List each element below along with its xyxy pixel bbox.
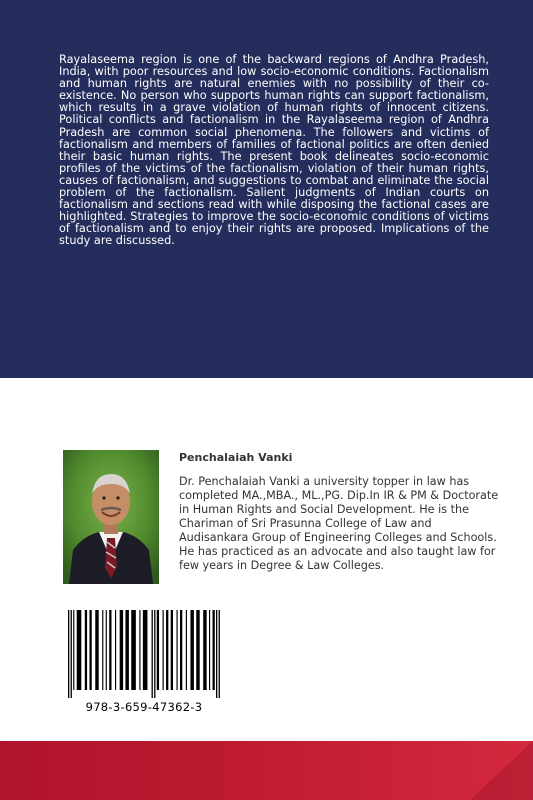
bottom-color-band bbox=[0, 741, 533, 800]
book-description: Rayalaseema region is one of the backward regions of Andhra Pradesh, India, with poor resources and low socio-economic conditions. Factionalism and human rights are natural enemies with no possibility of their co-existence. No person who supports human rights can support factionalism, which results in a grave violation of human rights of innocent citizens. Political conflicts and factionalism in the Rayalaseema region of Andhra Pradesh are common social phenomena. The followers and victims of factionalism and members of families of factional politics are often denied their basic human rights. The present book delineates socio-economic profiles of the victims of the factionalism, violation of their human rights, causes of factionalism, and suggestions to combat and eliminate the social problem of the factionalism. Salient judgments of Indian courts on factionalism and sections read with while disposing the factional cases are highlighted. Strategies to improve the socio-economic conditions of victims of factionalism and to enjoy their rights are proposed. Implications of the study are discussed. bbox=[59, 53, 489, 248]
author-name: Penchalaiah Vanki bbox=[179, 451, 293, 464]
isbn-number: 978-3-659-47362-3 bbox=[85, 700, 203, 714]
author-bio: Dr. Penchalaiah Vanki a university topper in law has completed MA.,MBA., ML.,PG. Dip.In IR & PM & Doctorate in Human Rights and Social Development. He is the Chariman of Sri Prasunna College of Law and Audisankara Group of Engineering Colleges and Schools. He has practiced as an advocate and also taught law for few years in Degree & Law Colleges. bbox=[179, 475, 499, 572]
isbn-barcode bbox=[66, 610, 222, 700]
back-cover-top-panel bbox=[0, 0, 533, 378]
author-photo bbox=[63, 450, 159, 584]
